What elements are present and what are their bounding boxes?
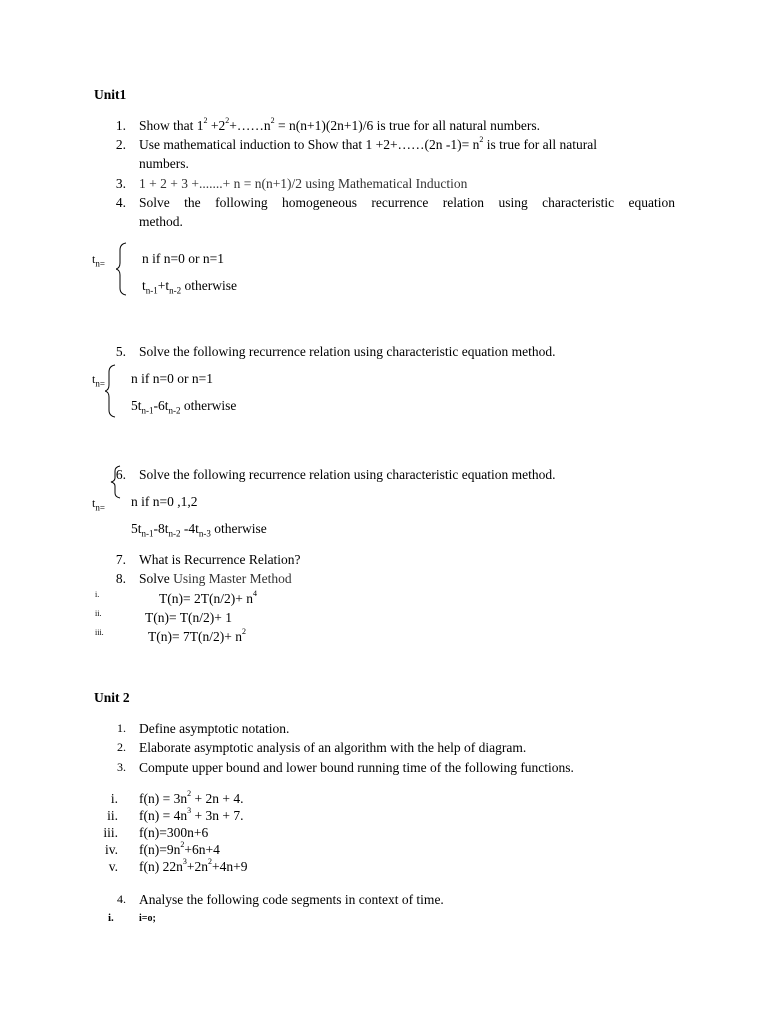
u2-q3-text: Compute upper bound and lower bound running time of the following functions. [139,760,574,775]
q8-item-3-roman: iii. [95,628,104,637]
fn-5-roman: v. [108,859,118,874]
q3-text: 1 + 2 + 3 +.......+ n = n(n+1)/2 using Mathematical Induction [139,176,468,191]
q8-item-2-roman: ii. [95,609,102,618]
q5-eq-lhs: $t_{n=}$ [92,372,105,389]
unit1-heading: Unit1 [94,87,127,102]
q2-number: 2. [115,137,126,152]
q5-case1: n if n=0 or n=1 [131,371,213,386]
q6-case1: n if n=0 ,1,2 [131,494,198,509]
fn-2-roman: ii. [107,808,118,823]
q5-brace-icon [105,364,117,418]
fn-1-roman: i. [110,791,118,806]
u2-q3-number: 3. [117,760,126,774]
q1-text: Show that $1^2$ $+2^2+\dots\dots n^2 = n(n+1)(2n+1)/6$ is true for all natural numbers. [139,116,541,133]
q8-item-1: $T(n)= 2T(n/2)+ n^4$ [159,589,257,606]
q4-text: Solve the following homogeneous recurrence relation using characteristic equation [139,195,675,210]
code-roman: i. [108,912,114,924]
q4-eq-lhs: $t_{n=}$ [92,252,105,269]
q7-number: 7. [115,552,126,567]
q8-item-1-roman: i. [95,590,100,599]
fn-3: f(n)=300n+6 [139,825,209,840]
q4-case1: n if n=0 or n=1 [142,251,224,266]
q6-case2: $5t_{n-1}-8t_{n-2}$ $-4t_{n-3}$ otherwise [131,521,267,539]
q5-text: Solve the following recurrence relation using characteristic equation method. [139,344,556,359]
u2-q1-number: 1. [117,721,126,735]
q2-text: Use mathematical induction to Show that 1 +2+……(2n $-1)= n^2$ is true for all natural [139,135,598,152]
q4-brace-icon [116,242,128,296]
u2-q2-number: 2. [117,740,126,754]
q6-brace-icon [110,465,122,499]
code-line: i=o; [139,913,156,924]
q6-eq-lhs: $t_{n=}$ [92,496,105,513]
fn-1: $f(n) = 3n^2 + 2n + 4$. [139,789,244,806]
unit2-heading: Unit 2 [94,690,130,705]
u2-q2-text: Elaborate asymptotic analysis of an algorithm with the help of diagram. [139,740,527,755]
q4-text-line2: method. [139,214,183,229]
u2-q4-text: Analyse the following code segments in context of time. [139,892,444,907]
q8-number: 8. [115,571,126,586]
q8-item-3: $T(n)= 7T(n/2)+ n^2$ [148,627,246,644]
q7-text: What is Recurrence Relation? [139,552,301,567]
u2-q4-number: 4. [117,892,126,906]
q2-text-line2: numbers. [139,156,189,171]
q8-item-2: T(n)= T(n/2)+ 1 [145,610,232,625]
q3-number: 3. [115,176,126,191]
q5-case2: $5t_{n-1}-6t_{n-2}$ otherwise [131,398,237,416]
fn-4-roman: iv. [105,842,118,857]
u2-q1-text: Define asymptotic notation. [139,721,290,736]
fn-3-roman: iii. [103,825,118,840]
q4-number: 4. [115,195,126,210]
fn-5: f(n) $22n^3+2n^2+4n+9$ [139,857,248,874]
q1-number: 1. [115,118,126,133]
q6-number: 6. [115,467,126,482]
q6-text: Solve the following recurrence relation using characteristic equation method. [139,467,556,482]
q8-text: Solve Using Master Method [139,571,292,586]
fn-4: $f(n)=9n^2+6n+4$ [139,840,220,857]
q5-number: 5. [115,344,126,359]
fn-2: $f(n) = 4n^3 + 3n + 7$. [139,806,244,823]
q4-case2: $t_{n-1}+t_{n-2}$ otherwise [142,278,237,296]
